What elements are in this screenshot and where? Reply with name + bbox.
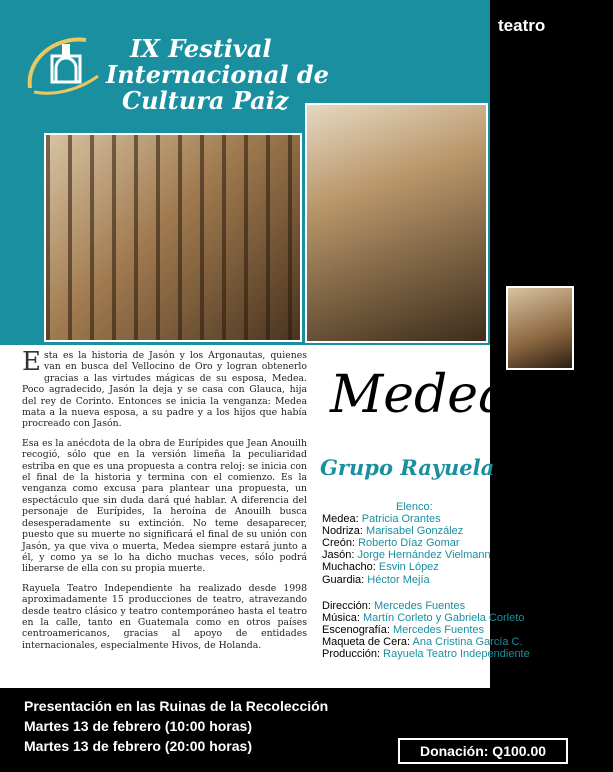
synopsis-paragraph-2: Esa es la anécdota de la obra de Eurípides que Jean Anouilh recogió, sólo que en la versión limeña la peculiaridad estriba en que es una propuesta a contra reloj: se inicia con el final de la historia y termina con el comienzo. Es la venganza como excusa para plantear una propuesta, un espectáculo que sin duda dará qué hablar. A diferencia del personaje de Eurípides, la heroína de Anouilh busca desesperadamente su extinción. No teme desaparecer, puesto que su muerte no significará el final de su unión con Jasón, ya que viva o muerta, Medea siempre estará junto a él, y como ya se lo ha dicho muchas veces, sólo podrá liberarse de ella con su propia muerte. bbox=[22, 437, 307, 575]
festival-title bbox=[106, 36, 329, 114]
synopsis-text bbox=[22, 347, 307, 659]
festival-line-2: Internacional de bbox=[106, 60, 329, 89]
play-title: Medea bbox=[330, 365, 510, 425]
photo-actress-behind-bars bbox=[44, 133, 302, 342]
crew-item: Producción: Rayuela Teatro Independiente bbox=[322, 648, 530, 661]
cast-item: Creón: Roberto Díaz Gomar bbox=[322, 537, 460, 550]
cast-heading: Elenco: bbox=[396, 501, 433, 513]
photo-cast-group bbox=[305, 103, 488, 343]
schedule bbox=[24, 696, 328, 756]
group-name: Grupo Rayuela bbox=[320, 455, 495, 480]
schedule-line-1: Martes 13 de febrero (10:00 horas) bbox=[24, 718, 252, 734]
synopsis-paragraph-1: Esta es la historia de Jasón y los Argonautas, quienes van en busca del Vellocino de Oro y logran obtenerlo gracias a las virtudes mágicas de su esposa, Medea. Poco agradecido, Jasón la deja y se casa con Glauca, hija del rey de Corinto. Entonces se inicia la venganza: Medea mata a la nueva esposa, a su padre y a los hijos que había procreado con Jasón. bbox=[22, 347, 307, 430]
schedule-line-2: Martes 13 de febrero (20:00 horas) bbox=[24, 738, 252, 754]
cast-item: Jasón: Jorge Hernández Vielmann bbox=[322, 549, 491, 562]
festival-line-1: IX Festival bbox=[130, 34, 272, 63]
festival-line-3: Cultura Paiz bbox=[122, 86, 289, 115]
dropcap: E bbox=[22, 347, 41, 377]
crew-list bbox=[322, 600, 530, 660]
crew-item: Escenografía: Mercedes Fuentes bbox=[322, 624, 485, 637]
donation-box: Donación: Q100.00 bbox=[398, 738, 568, 764]
cast-list bbox=[322, 501, 491, 586]
cast-item: Guardia: Héctor Mejía bbox=[322, 573, 430, 586]
cast-item: Muchacho: Esvin López bbox=[322, 561, 439, 574]
crew-item: Maqueta de Cera: Ana Cristina García C. bbox=[322, 636, 523, 649]
cast-item: Medea: Patricia Orantes bbox=[322, 513, 441, 526]
venue-line: Presentación en las Ruinas de la Recolección bbox=[24, 698, 329, 714]
festival-logo-icon bbox=[24, 30, 104, 100]
photo-actress-portrait bbox=[506, 286, 574, 370]
crew-item: Dirección: Mercedes Fuentes bbox=[322, 600, 466, 612]
crew-item: Música: Martín Corleto y Gabriela Corleto bbox=[322, 612, 525, 625]
category-label: teatro bbox=[498, 16, 546, 35]
synopsis-paragraph-3: Rayuela Teatro Independiente ha realizado desde 1998 aproximadamente 15 producciones de teatro, atravezando desde teatro clásico y teatro contemporáneo hasta el teatro en la calle, tanto en Guatemala como en otros países centroamericanos, gracias al apoyo de entidades internacionales, especialmente Hivos, de Holanda. bbox=[22, 582, 307, 651]
cast-item: Nodriza: Marisabel González bbox=[322, 525, 464, 538]
